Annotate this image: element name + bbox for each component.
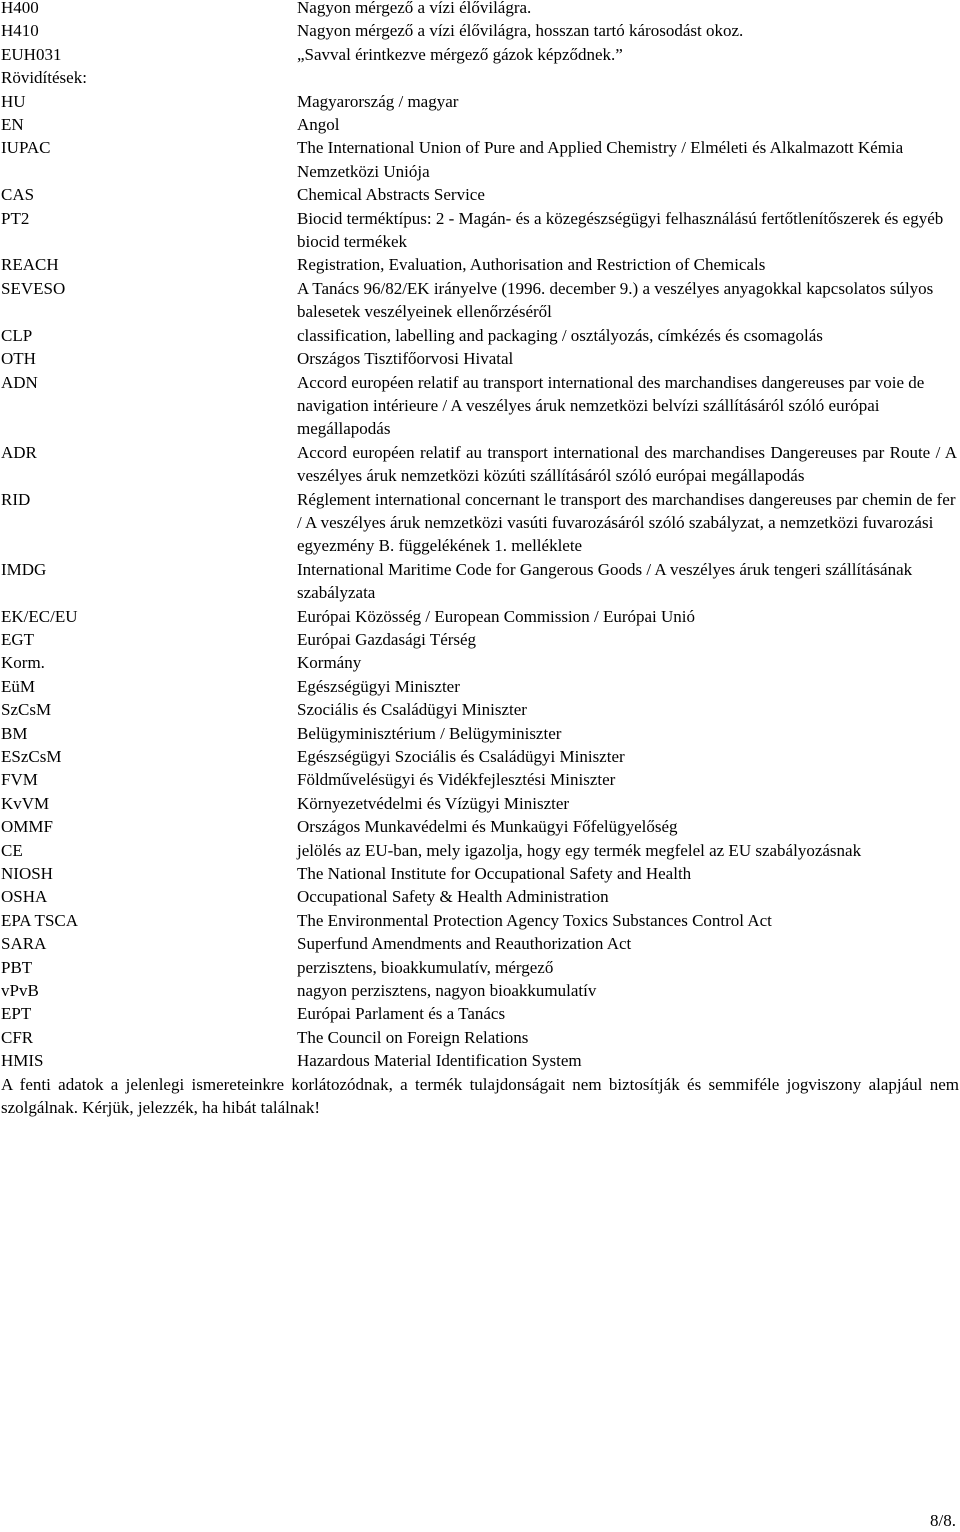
hazard-code: H400 — [1, 0, 39, 17]
abbreviation-row — [0, 722, 960, 745]
hazard-row — [0, 0, 960, 19]
abbreviation-text: Földművelésügyi és Vidékfejlesztési Miniszter — [297, 770, 616, 790]
abbreviation-row — [0, 605, 960, 628]
abbreviation-text: Biocid terméktípus: 2 - Magán- és a közegészségügyi felhasználású fertőtlenítőszerek és egyéb biocid termékek — [297, 208, 944, 252]
abbreviation-code: CFR — [1, 1027, 34, 1047]
abbreviation-row — [0, 324, 960, 347]
abbreviation-row — [0, 698, 960, 721]
abbreviation-code: OTH — [1, 349, 36, 369]
abbreviation-text: Hazardous Material Identification System — [297, 1051, 582, 1071]
abbreviation-row — [0, 675, 960, 698]
abbreviation-row — [0, 253, 960, 276]
abbreviation-text: The Council on Foreign Relations — [297, 1027, 529, 1047]
hazard-row — [0, 43, 960, 66]
abbreviation-code: CLP — [1, 325, 33, 345]
abbreviation-text: Angol — [297, 115, 340, 135]
abbreviation-row — [0, 932, 960, 955]
abbreviation-text: Környezetvédelmi és Vízügyi Miniszter — [297, 793, 570, 813]
abbreviation-text: nagyon perzisztens, nagyon bioakkumulatív — [297, 981, 597, 1001]
abbreviation-text: Kormány — [297, 653, 362, 673]
abbreviation-text: Superfund Amendments and Reauthorization Act — [297, 934, 632, 954]
abbreviation-row — [0, 90, 960, 113]
abbreviation-text: Egészségügyi Miniszter — [297, 676, 460, 696]
abbreviation-row — [0, 885, 960, 908]
abbreviation-text: Országos Tisztifőorvosi Hivatal — [297, 349, 514, 369]
hazard-text: „Savval érintkezve mérgező gázok képződnek.” — [297, 44, 623, 64]
abbreviation-text: Szociális és Családügyi Miniszter — [297, 700, 527, 720]
abbreviation-code: HMIS — [1, 1051, 44, 1071]
abbreviation-text: Országos Munkavédelmi és Munkaügyi Főfelügyelőség — [297, 817, 678, 837]
abbreviation-text: perzisztens, bioakkumulatív, mérgező — [297, 957, 554, 977]
abbreviation-row — [0, 651, 960, 674]
abbreviation-row — [0, 1026, 960, 1049]
abbreviation-code: SEVESO — [1, 278, 66, 298]
abbreviation-code: HU — [1, 91, 26, 111]
abbreviation-text: Accord européen relatif au transport international des marchandises Dangereuses par Route / A veszélyes áruk nemzetközi közúti szállításáról szóló európai megállapodás — [297, 442, 957, 486]
abbreviation-row — [0, 839, 960, 862]
abbreviation-code: Korm. — [1, 653, 45, 673]
abbreviation-code: EPA TSCA — [1, 910, 79, 930]
abbreviation-code: NIOSH — [1, 864, 53, 884]
abbreviation-code: BM — [1, 723, 28, 743]
abbreviation-row — [0, 183, 960, 206]
abbreviation-code: RID — [1, 489, 31, 509]
abbreviation-row — [0, 1002, 960, 1025]
abbreviations-list — [0, 90, 960, 1073]
abbreviation-text: Chemical Abstracts Service — [297, 185, 485, 205]
abbreviation-row — [0, 441, 960, 488]
abbreviation-code: KvVM — [1, 793, 50, 813]
abbreviation-code: EPT — [1, 1004, 32, 1024]
abbreviation-row — [0, 909, 960, 932]
abbreviation-code: CAS — [1, 185, 35, 205]
abbreviation-code: ESzCsM — [1, 747, 62, 766]
abbreviation-text: classification, labelling and packaging / osztályozás, címkézés és csomagolás — [297, 325, 823, 345]
abbreviation-row — [0, 136, 960, 183]
abbreviation-text: Accord européen relatif au transport international des marchandises dangereuses par voie de navigation intérieure / A veszélyes áruk nemzetközi belvízi szállításáról szóló európai megállapodás — [297, 372, 925, 439]
abbreviation-row — [0, 815, 960, 838]
hazard-code: H410 — [1, 21, 39, 41]
abbreviation-code: PT2 — [1, 208, 30, 228]
abbreviation-row — [0, 956, 960, 979]
abbreviation-code: REACH — [1, 255, 59, 275]
abbreviation-code: SzCsM — [1, 700, 52, 720]
abbreviation-code: OSHA — [1, 887, 48, 907]
abbreviation-row — [0, 745, 960, 768]
abbreviation-text: Occupational Safety & Health Administration — [297, 887, 609, 907]
abbreviation-code: EüM — [1, 676, 35, 696]
hazard-text: Nagyon mérgező a vízi élővilágra. — [297, 0, 532, 17]
abbreviation-text: Egészségügyi Szociális és Családügyi Miniszter — [297, 747, 625, 766]
abbreviation-code: EGT — [1, 629, 35, 649]
abbreviation-text: Európai Gazdasági Térség — [297, 629, 477, 649]
disclaimer-text: A fenti adatok a jelenlegi ismereteinkre korlátozódnak, a termék tulajdonságait nem biztosítják és semmiféle jogviszony alapjául nem szolgálnak. Kérjük, jelezzék, ha hibát találnak! — [1, 1074, 959, 1118]
abbreviation-row — [0, 113, 960, 136]
abbreviation-text: The National Institute for Occupational Safety and Health — [297, 864, 692, 884]
abbreviation-code: ADR — [1, 442, 37, 462]
abbreviation-code: vPvB — [1, 981, 39, 1001]
abbreviation-code: IMDG — [1, 559, 47, 579]
abbreviation-text: Európai Közösség / European Commission / Európai Unió — [297, 606, 696, 626]
abbreviation-text: The Environmental Protection Agency Toxics Substances Control Act — [297, 910, 772, 930]
abbreviation-code: FVM — [1, 770, 38, 790]
abbreviation-code: OMMF — [1, 817, 53, 837]
abbreviation-row — [0, 862, 960, 885]
abbreviation-text: International Maritime Code for Gangerous Goods / A veszélyes áruk tengeri szállításának szabályzata — [297, 559, 913, 603]
abbreviation-text: Registration, Evaluation, Authorisation and Restriction of Chemicals — [297, 255, 766, 275]
abbreviation-row — [0, 628, 960, 651]
abbreviation-row — [0, 371, 960, 441]
abbreviation-code: IUPAC — [1, 138, 51, 158]
abbreviation-code: PBT — [1, 957, 33, 977]
abbreviation-text: A Tanács 96/82/EK irányelve (1996. december 9.) a veszélyes anyagokkal kapcsolatos súlyos balesetek veszélyeinek ellenőrzéséről — [297, 278, 934, 322]
abbreviation-row — [0, 1049, 960, 1072]
hazard-code: EUH031 — [1, 44, 62, 64]
hazard-statements — [0, 0, 960, 66]
abbreviation-row — [0, 207, 960, 254]
page-number: 8/8. — [930, 1511, 956, 1530]
abbreviation-code: CE — [1, 840, 23, 860]
abbreviations-title: Rövidítések: — [1, 68, 87, 88]
abbreviation-row — [0, 347, 960, 370]
abbreviation-code: SARA — [1, 934, 47, 954]
abbreviation-text: Magyarország / magyar — [297, 91, 459, 111]
abbreviation-row — [0, 488, 960, 558]
abbreviation-text: The International Union of Pure and Applied Chemistry / Elméleti és Alkalmazott Kémia Nemzetközi Uniója — [297, 138, 904, 181]
hazard-text: Nagyon mérgező a vízi élővilágra, hosszan tartó károsodást okoz. — [297, 21, 744, 41]
abbreviation-row — [0, 277, 960, 324]
hazard-row — [0, 19, 960, 42]
abbreviation-row — [0, 768, 960, 791]
abbreviation-row — [0, 979, 960, 1002]
abbreviation-row — [0, 792, 960, 815]
abbreviation-code: EN — [1, 115, 24, 135]
abbreviation-text: Belügyminisztérium / Belügyminiszter — [297, 723, 562, 743]
abbreviation-text: Réglement international concernant le transport des marchandises dangereuses par chemin de fer / A veszélyes áruk nemzetközi vasúti fuvarozásáról szóló szabályzat, a nemzetközi fuvarozási egyezmény B. függelékének 1. melléklete — [297, 489, 956, 556]
abbreviation-text: Európai Parlament és a Tanács — [297, 1004, 506, 1024]
abbreviation-code: EK/EC/EU — [1, 606, 78, 626]
abbreviation-text: jelölés az EU-ban, mely igazolja, hogy egy termék megfelel az EU szabályozásnak — [297, 840, 862, 860]
abbreviation-code: ADN — [1, 372, 38, 392]
abbreviation-row — [0, 558, 960, 605]
